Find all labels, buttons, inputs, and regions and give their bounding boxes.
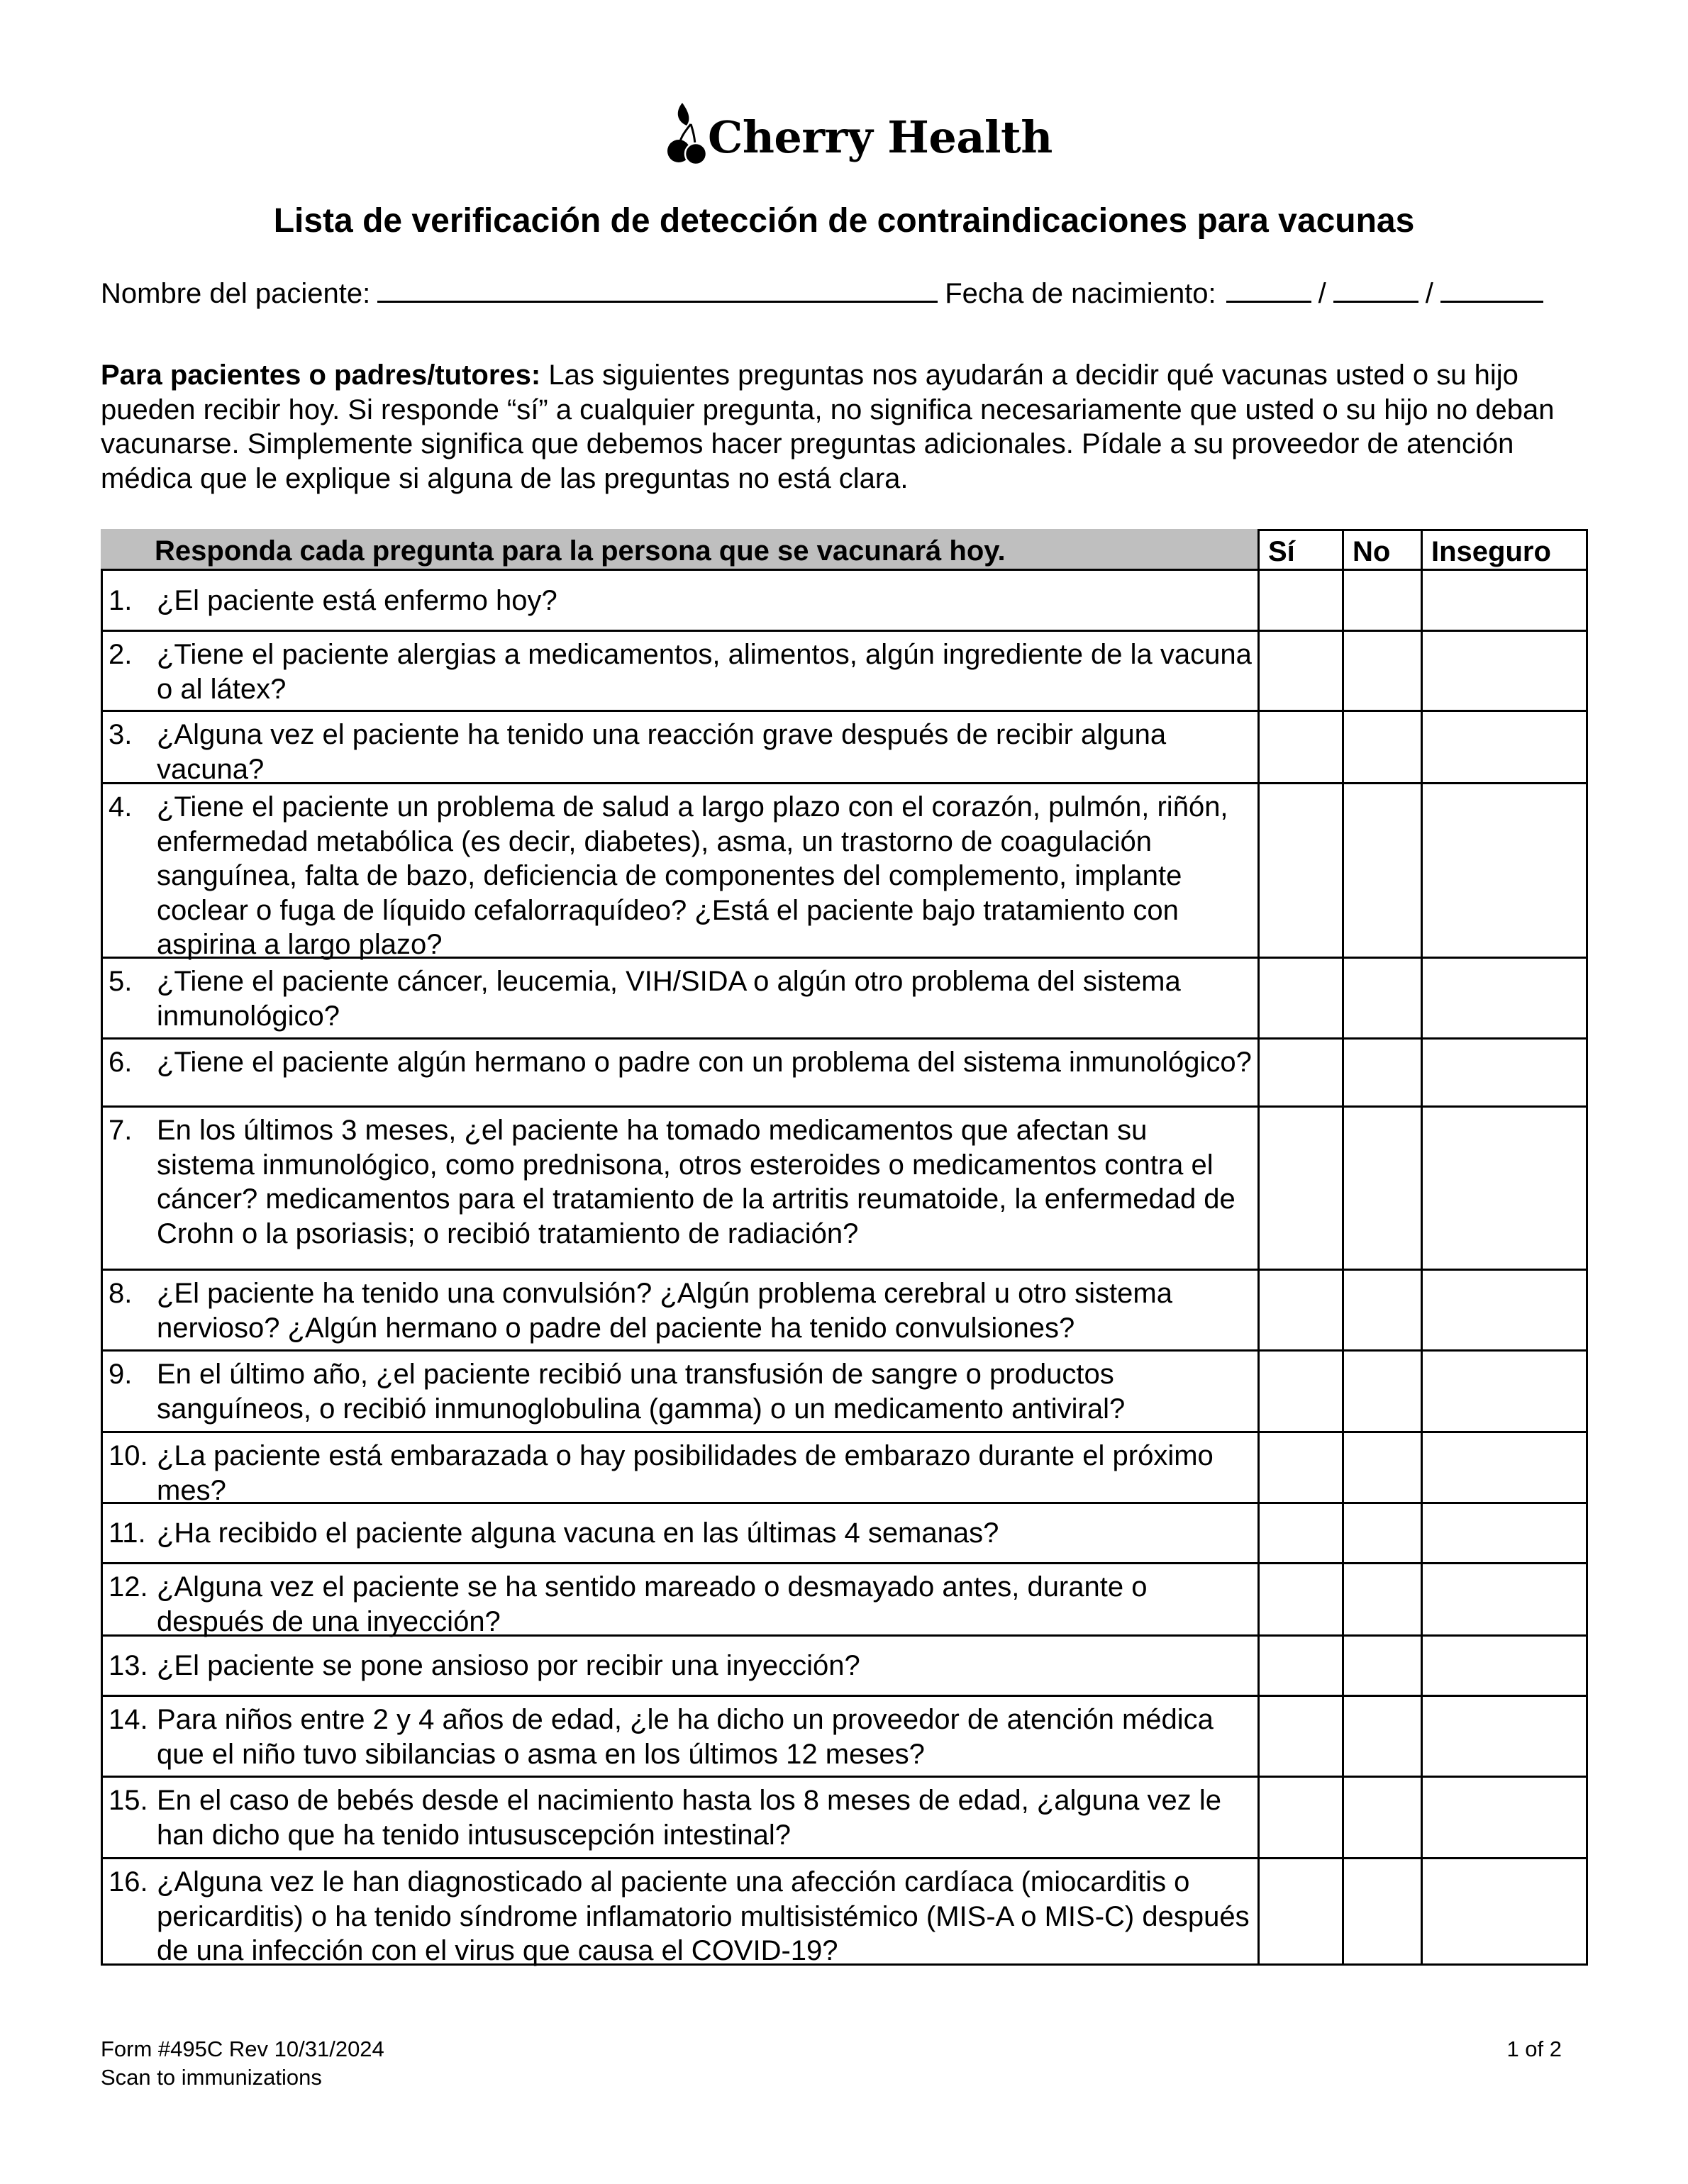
table-row <box>101 1564 1588 1637</box>
table-row <box>101 1859 1588 1966</box>
patient-info-line <box>101 275 1543 311</box>
table-row <box>101 1697 1588 1778</box>
answer-inseguro-box[interactable] <box>1421 959 1588 1040</box>
answer-si-box[interactable] <box>1257 1352 1342 1433</box>
question-text: ¿Tiene el paciente cáncer, leucemia, VIH/SIDA o algún otro problema del sistema inmunológico? <box>157 966 1181 1032</box>
answer-inseguro-box[interactable] <box>1421 1637 1588 1697</box>
answer-no-box[interactable] <box>1342 1433 1421 1504</box>
answer-si-box[interactable] <box>1257 1637 1342 1697</box>
question-number: 10. <box>109 1440 148 1471</box>
question-text: ¿Tiene el paciente alergias a medicamentos, alimentos, algún ingrediente de la vacuna o al látex? <box>157 639 1252 705</box>
answer-inseguro-box[interactable] <box>1421 784 1588 959</box>
header-question-cell <box>101 529 1259 571</box>
answer-inseguro-box[interactable] <box>1421 1697 1588 1778</box>
answer-inseguro-box[interactable] <box>1421 1859 1588 1966</box>
question-text: ¿El paciente se pone ansioso por recibir una inyección? <box>157 1649 860 1681</box>
question-number: 4. <box>109 791 133 823</box>
answer-si-box[interactable] <box>1257 571 1342 632</box>
dob-separator: / <box>1425 278 1433 309</box>
answer-si-box[interactable] <box>1257 632 1342 712</box>
answer-no-box[interactable] <box>1342 632 1421 712</box>
dob-day-field[interactable] <box>1333 275 1418 303</box>
intro-text: Las siguientes preguntas nos ayudarán a decidir qué vacunas usted o su hijo pueden recibir hoy. Si responde “sí” a cualquier pregunta, no significa necesariamente que usted o su hijo no deban vacunarse. Simplemente significa que debemos hacer preguntas adicionales. Pídale a su proveedor de atención médica que le explique si alguna de las preguntas no está clara. <box>101 360 1555 494</box>
answer-inseguro-box[interactable] <box>1421 1108 1588 1271</box>
table-row <box>101 712 1588 784</box>
answer-si-box[interactable] <box>1257 1564 1342 1637</box>
answer-no-box[interactable] <box>1342 1564 1421 1637</box>
patient-name-label: Nombre del paciente: <box>101 278 371 309</box>
question-cell <box>101 1778 1259 1859</box>
answer-si-box[interactable] <box>1257 1040 1342 1108</box>
answer-inseguro-box[interactable] <box>1421 571 1588 632</box>
answer-si-box[interactable] <box>1257 959 1342 1040</box>
column-header-si: Sí <box>1257 529 1342 571</box>
question-text: ¿Alguna vez el paciente se ha sentido mareado o desmayado antes, durante o después de una inyección? <box>157 1571 1148 1637</box>
question-cell <box>101 959 1259 1040</box>
question-cell <box>101 712 1259 784</box>
table-row <box>101 1040 1588 1108</box>
cherry-health-logo <box>667 98 1053 165</box>
answer-no-box[interactable] <box>1342 1778 1421 1859</box>
answer-inseguro-box[interactable] <box>1421 1433 1588 1504</box>
answer-inseguro-box[interactable] <box>1421 1504 1588 1564</box>
table-row <box>101 571 1588 632</box>
patient-name-field[interactable] <box>377 275 938 303</box>
question-cell <box>101 1108 1259 1271</box>
question-text: ¿La paciente está embarazada o hay posibilidades de embarazo durante el próximo mes? <box>157 1440 1214 1506</box>
answer-si-box[interactable] <box>1257 1433 1342 1504</box>
question-cell <box>101 1859 1259 1966</box>
answer-no-box[interactable] <box>1342 1352 1421 1433</box>
table-row <box>101 1352 1588 1433</box>
footer-left <box>101 2035 384 2092</box>
table-header-row <box>101 529 1588 571</box>
answer-inseguro-box[interactable] <box>1421 1271 1588 1352</box>
page-title: Lista de verificación de detección de contraindicaciones para vacunas <box>273 202 1415 240</box>
page-number: 1 of 2 <box>1506 2037 1562 2061</box>
answer-no-box[interactable] <box>1342 784 1421 959</box>
dob-separator: / <box>1318 278 1326 309</box>
question-number: 5. <box>109 966 133 997</box>
question-number: 3. <box>109 719 133 750</box>
answer-si-box[interactable] <box>1257 1697 1342 1778</box>
dob-label: Fecha de nacimiento: <box>945 278 1216 309</box>
question-number: 9. <box>109 1359 133 1390</box>
intro-lead: Para pacientes o padres/tutores: <box>101 360 541 391</box>
answer-inseguro-box[interactable] <box>1421 1040 1588 1108</box>
question-cell <box>101 1040 1259 1108</box>
question-text: ¿Tiene el paciente un problema de salud a largo plazo con el corazón, pulmón, riñón, enfermedad metabólica (es decir, diabetes), asma, un trastorno de coagulación sanguínea, falta de bazo, deficiencia de componentes del complemento, implante coclear o fuga de líquido cefalorraquídeo? ¿Está el paciente bajo tratamiento con aspirina a largo plazo? <box>157 791 1228 960</box>
answer-si-box[interactable] <box>1257 1778 1342 1859</box>
answer-inseguro-box[interactable] <box>1421 1352 1588 1433</box>
question-text: En el caso de bebés desde el nacimiento hasta los 8 meses de edad, ¿alguna vez le han dicho que ha tenido intususcepción intestinal? <box>157 1785 1221 1851</box>
intro-paragraph <box>101 358 1590 496</box>
question-text: Para niños entre 2 y 4 años de edad, ¿le ha dicho un proveedor de atención médica que el niño tuvo sibilancias o asma en los últimos 12 meses? <box>157 1704 1214 1770</box>
dob-year-field[interactable] <box>1440 275 1543 303</box>
column-header-inseguro: Inseguro <box>1421 529 1588 571</box>
dob-month-field[interactable] <box>1226 275 1311 303</box>
answer-no-box[interactable] <box>1342 712 1421 784</box>
question-text: ¿El paciente está enfermo hoy? <box>157 584 557 616</box>
question-text: ¿Ha recibido el paciente alguna vacuna en las últimas 4 semanas? <box>157 1517 999 1549</box>
table-row <box>101 1637 1588 1697</box>
answer-no-box[interactable] <box>1342 1271 1421 1352</box>
answer-no-box[interactable] <box>1342 1859 1421 1966</box>
answer-no-box[interactable] <box>1342 1040 1421 1108</box>
question-number: 11. <box>109 1517 146 1549</box>
answer-no-box[interactable] <box>1342 1108 1421 1271</box>
brand-name: Cherry Health <box>708 111 1053 163</box>
question-cell <box>101 1271 1259 1352</box>
answer-no-box[interactable] <box>1342 1697 1421 1778</box>
question-number: 8. <box>109 1278 133 1309</box>
table-row <box>101 1271 1588 1352</box>
answer-si-box[interactable] <box>1257 1504 1342 1564</box>
table-row <box>101 1433 1588 1504</box>
question-number: 2. <box>109 639 133 670</box>
question-cell <box>101 632 1259 712</box>
question-number: 6. <box>109 1047 133 1078</box>
cherry-icon <box>667 100 711 165</box>
header-instruction: Responda cada pregunta para la persona que se vacunará hoy. <box>155 535 1006 567</box>
answer-inseguro-box[interactable] <box>1421 1564 1588 1637</box>
question-text: ¿Tiene el paciente algún hermano o padre con un problema del sistema inmunológico? <box>157 1047 1252 1078</box>
question-number: 12. <box>109 1571 148 1603</box>
question-text: En los últimos 3 meses, ¿el paciente ha tomado medicamentos que afectan su sistema inmunológico, como prednisona, otros esteroides o medicamentos contra el cáncer? medicamentos para el tratamiento de la artritis reumatoide, la enfermedad de Crohn o la psoriasis; o recibió tratamiento de radiación? <box>157 1115 1236 1249</box>
answer-no-box[interactable] <box>1342 1504 1421 1564</box>
question-cell <box>101 1637 1259 1697</box>
form-id: Form #495C Rev 10/31/2024 <box>101 2037 384 2061</box>
question-number: 13. <box>109 1649 148 1681</box>
answer-no-box[interactable] <box>1342 1637 1421 1697</box>
table-row <box>101 1778 1588 1859</box>
question-cell <box>101 1433 1259 1504</box>
question-number: 16. <box>109 1866 148 1898</box>
answer-si-box[interactable] <box>1257 1108 1342 1271</box>
answer-inseguro-box[interactable] <box>1421 632 1588 712</box>
question-number: 1. <box>109 584 133 616</box>
question-text: ¿Alguna vez le han diagnosticado al paciente una afección cardíaca (miocarditis o pericarditis) o ha tenido síndrome inflamatorio multisistémico (MIS-A o MIS-C) después de una infección con el virus que causa el COVID-19? <box>157 1866 1250 1966</box>
answer-no-box[interactable] <box>1342 571 1421 632</box>
question-text: ¿Alguna vez el paciente ha tenido una reacción grave después de recibir alguna vacuna? <box>157 719 1167 785</box>
table-row <box>101 959 1588 1040</box>
question-text: En el último año, ¿el paciente recibió una transfusión de sangre o productos sanguíneos, o recibió inmunoglobulina (gamma) o un medicamento antiviral? <box>157 1359 1126 1425</box>
answer-si-box[interactable] <box>1257 1271 1342 1352</box>
answer-si-box[interactable] <box>1257 784 1342 959</box>
table-row <box>101 1108 1588 1271</box>
answer-no-box[interactable] <box>1342 959 1421 1040</box>
question-number: 7. <box>109 1115 133 1146</box>
question-cell <box>101 1564 1259 1637</box>
question-number: 15. <box>109 1785 148 1816</box>
question-cell <box>101 1352 1259 1433</box>
answer-inseguro-box[interactable] <box>1421 712 1588 784</box>
question-text: ¿El paciente ha tenido una convulsión? ¿Algún problema cerebral u otro sistema nervioso? ¿Algún hermano o padre del paciente ha tenido convulsiones? <box>157 1278 1172 1344</box>
question-number: 14. <box>109 1704 148 1735</box>
question-cell <box>101 1504 1259 1564</box>
table-row <box>101 632 1588 712</box>
table-row <box>101 1504 1588 1564</box>
question-cell <box>101 1697 1259 1778</box>
question-cell <box>101 571 1259 632</box>
column-header-no: No <box>1342 529 1421 571</box>
footer-note: Scan to immunizations <box>101 2065 322 2090</box>
answer-inseguro-box[interactable] <box>1421 1778 1588 1859</box>
table-row <box>101 784 1588 959</box>
answer-si-box[interactable] <box>1257 712 1342 784</box>
answer-si-box[interactable] <box>1257 1859 1342 1966</box>
question-cell <box>101 784 1259 959</box>
